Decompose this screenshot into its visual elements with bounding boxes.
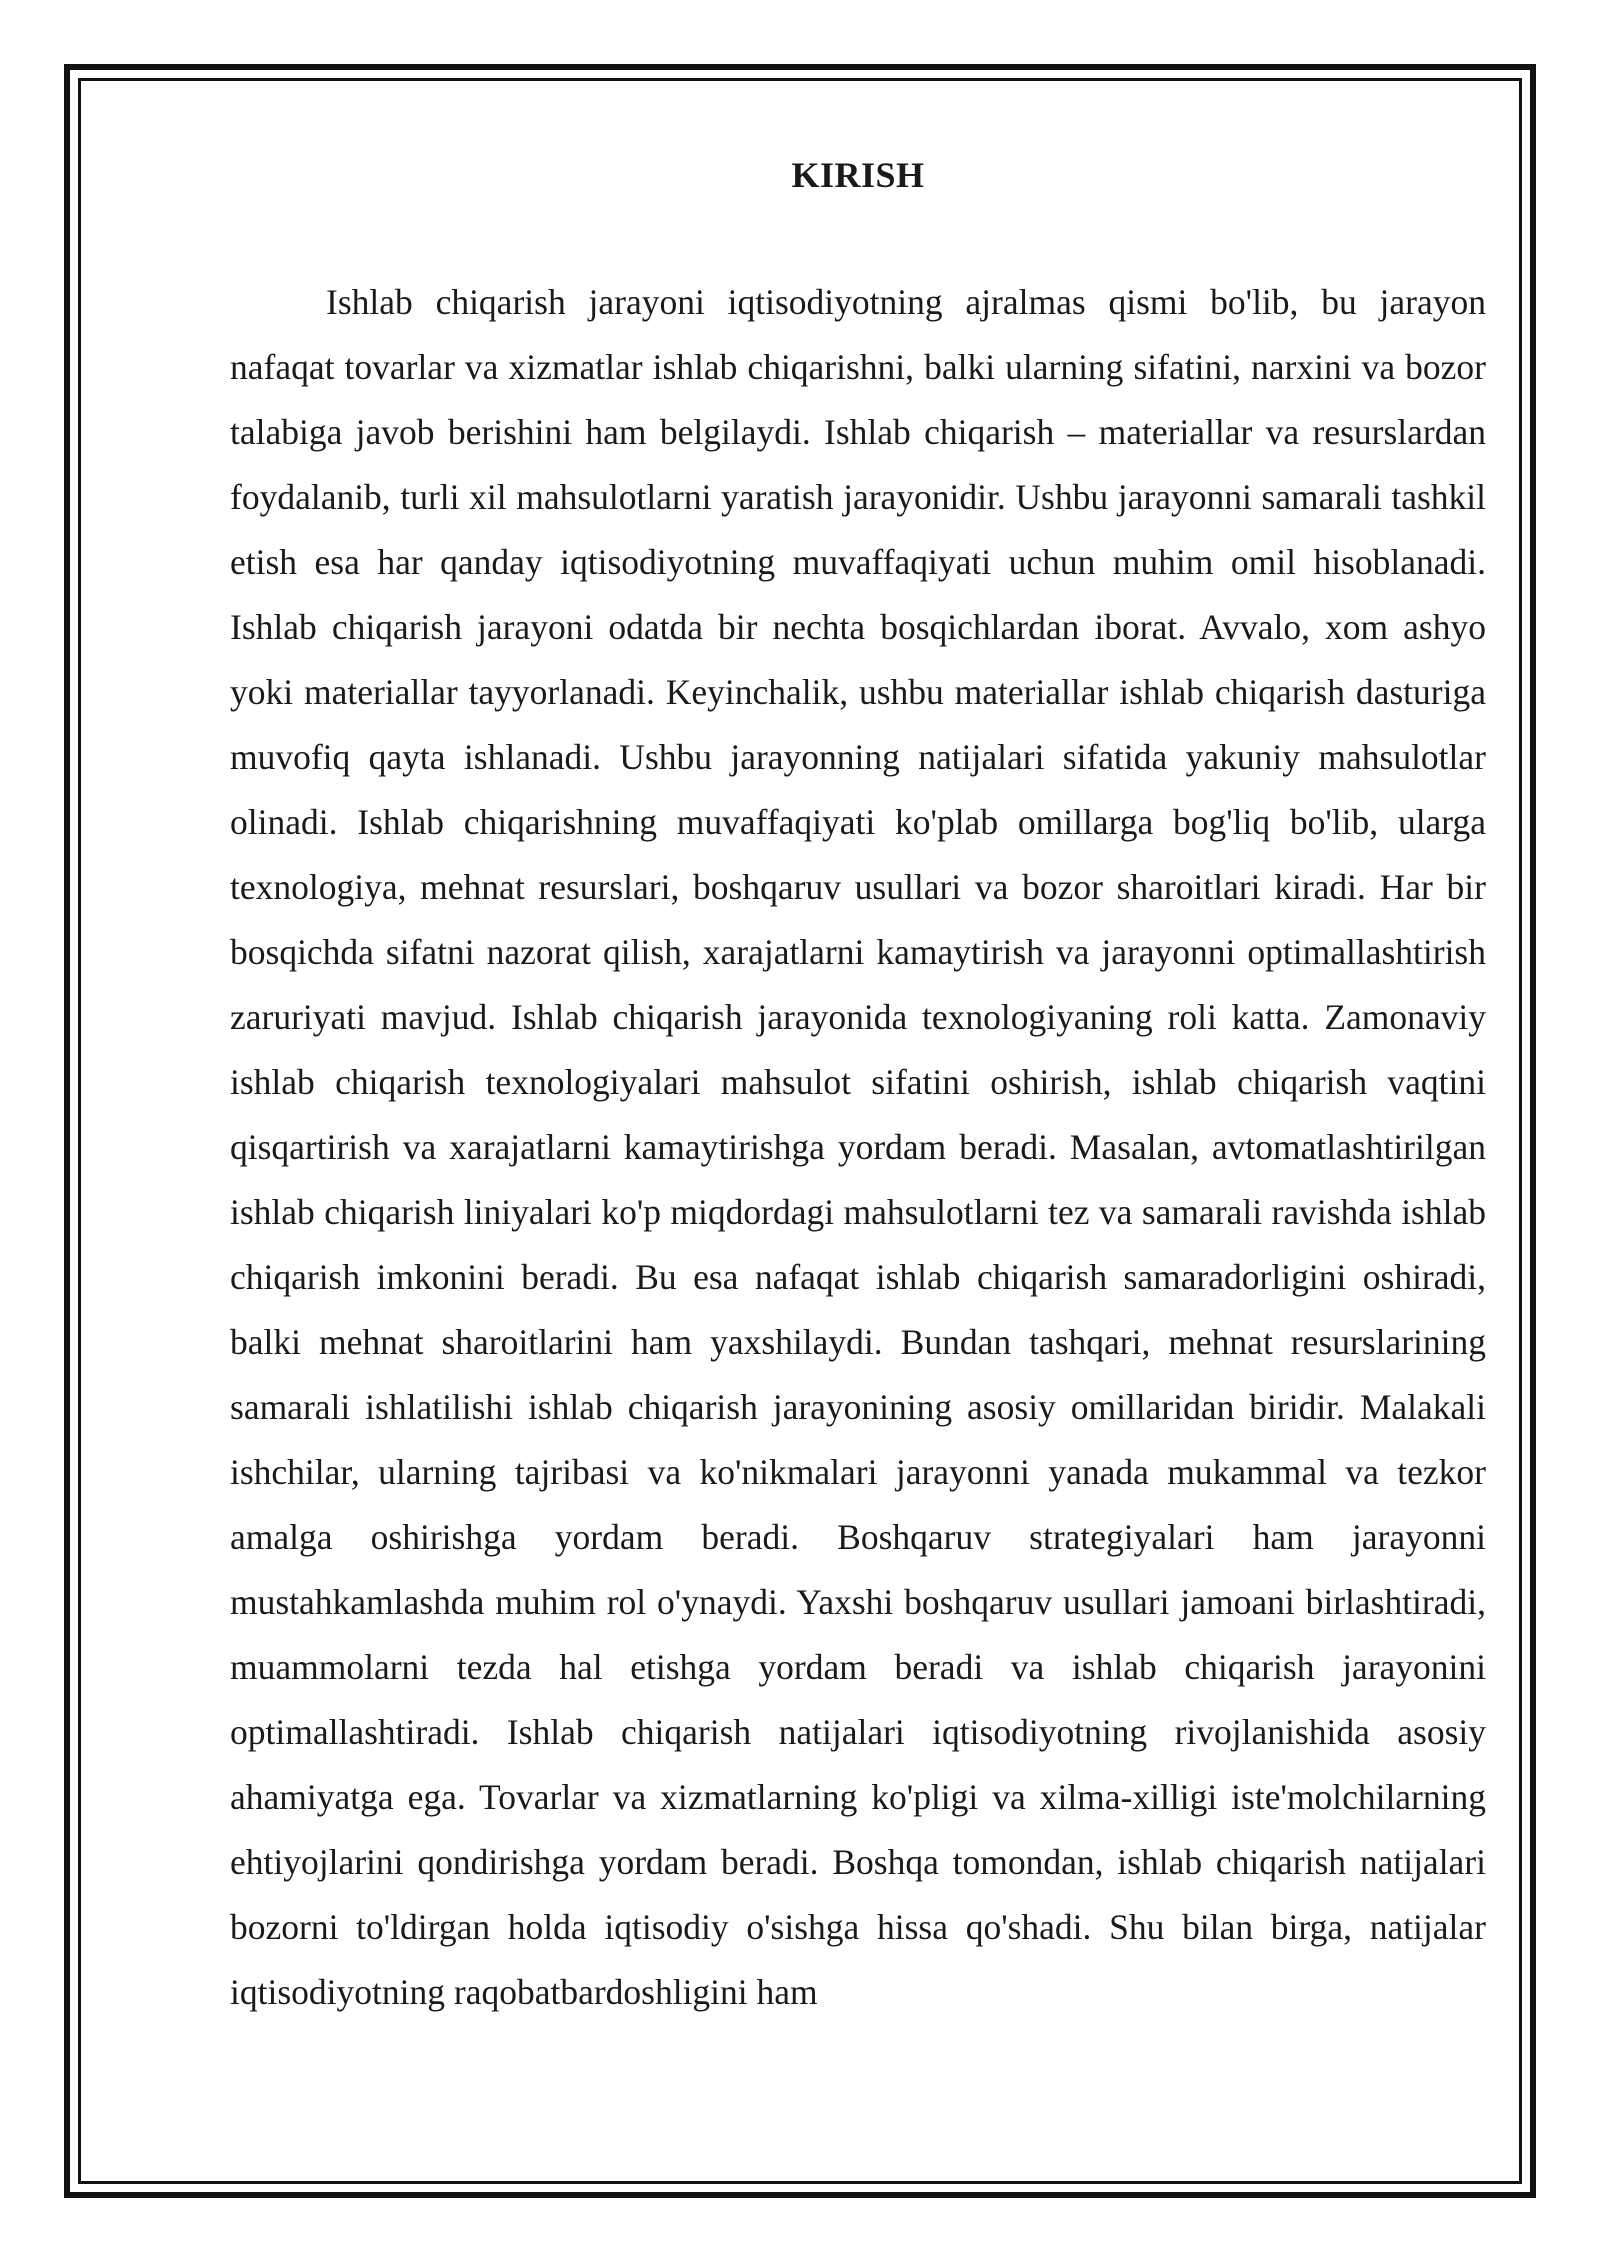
section-title: KIRISH [791, 155, 925, 195]
body-paragraph: Ishlab chiqarish jarayoni iqtisodiyotning ajralmas qismi bo'lib, bu jarayon nafaqat tovarlar va xizmatlar ishlab chiqarishni, balki ularning sifatini, narxini va bozor talabiga javob berishini ham belgilaydi. Ishlab chiqarish – materiallar va resurslardan foydalanib, turli xil mahsulotlarni yaratish jarayonidir. Ushbu jarayonni samarali tashkil etish esa har qanday iqtisodiyotning muvaffaqiyati uchun muhim omil hisoblanadi. Ishlab chiqarish jarayoni odatda bir nechta bosqichlardan iborat. Avvalo, xom ashyo yoki materiallar tayyorlanadi. Keyinchalik, ushbu materiallar ishlab chiqarish dasturiga muvofiq qayta ishlanadi. Ushbu jarayonning natijalari sifatida yakuniy mahsulotlar olinadi. Ishlab chiqarishning muvaffaqiyati ko'plab omillarga bog'liq bo'lib, ularga texnologiya, mehnat resurslari, boshqaruv usullari va bozor sharoitlari kiradi. Har bir bosqichda sifatni nazorat qilish, xarajatlarni kamaytirish va jarayonni optimallashtirish zaruriyati mavjud. Ishlab chiqarish jarayonida texnologiyaning roli katta. Zamonaviy ishlab chiqarish texnologiyalari mahsulot sifatini oshirish, ishlab chiqarish vaqtini qisqartirish va xarajatlarni kamaytirishga yordam beradi. Masalan, avtomatlashtirilgan ishlab chiqarish liniyalari ko'p miqdordagi mahsulotlarni tez va samarali ravishda ishlab chiqarish imkonini beradi. Bu esa nafaqat ishlab chiqarish samaradorligini oshiradi, balki mehnat sharoitlarini ham yaxshilaydi. Bundan tashqari, mehnat resurslarining samarali ishlatilishi ishlab chiqarish jarayonining asosiy omillaridan biridir. Malakali ishchilar, ularning tajribasi va ko'nikmalari jarayonni yanada mukammal va tezkor amalga oshirishga yordam beradi. Boshqaruv strategiyalari ham jarayonni mustahkamlashda muhim rol o'ynaydi. Yaxshi boshqaruv usullari jamoani birlashtiradi, muammolarni tezda hal etishga yordam beradi va ishlab chiqarish jarayonini optimallashtiradi. Ishlab chiqarish natijalari iqtisodiyotning rivojlanishida asosiy ahamiyatga ega. Tovarlar va xizmatlarning ko'pligi va xilma-xilligi iste'molchilarning ehtiyojlarini qondirishga yordam beradi. Boshqa tomondan, ishlab chiqarish natijalari bozorni to'ldirgan holda iqtisodiy o'sishga hissa qo'shadi. Shu bilan birga, natijalar iqtisodiyotning raqobatbardoshligini ham [230, 282, 1486, 2012]
page-content [230, 150, 1486, 2025]
